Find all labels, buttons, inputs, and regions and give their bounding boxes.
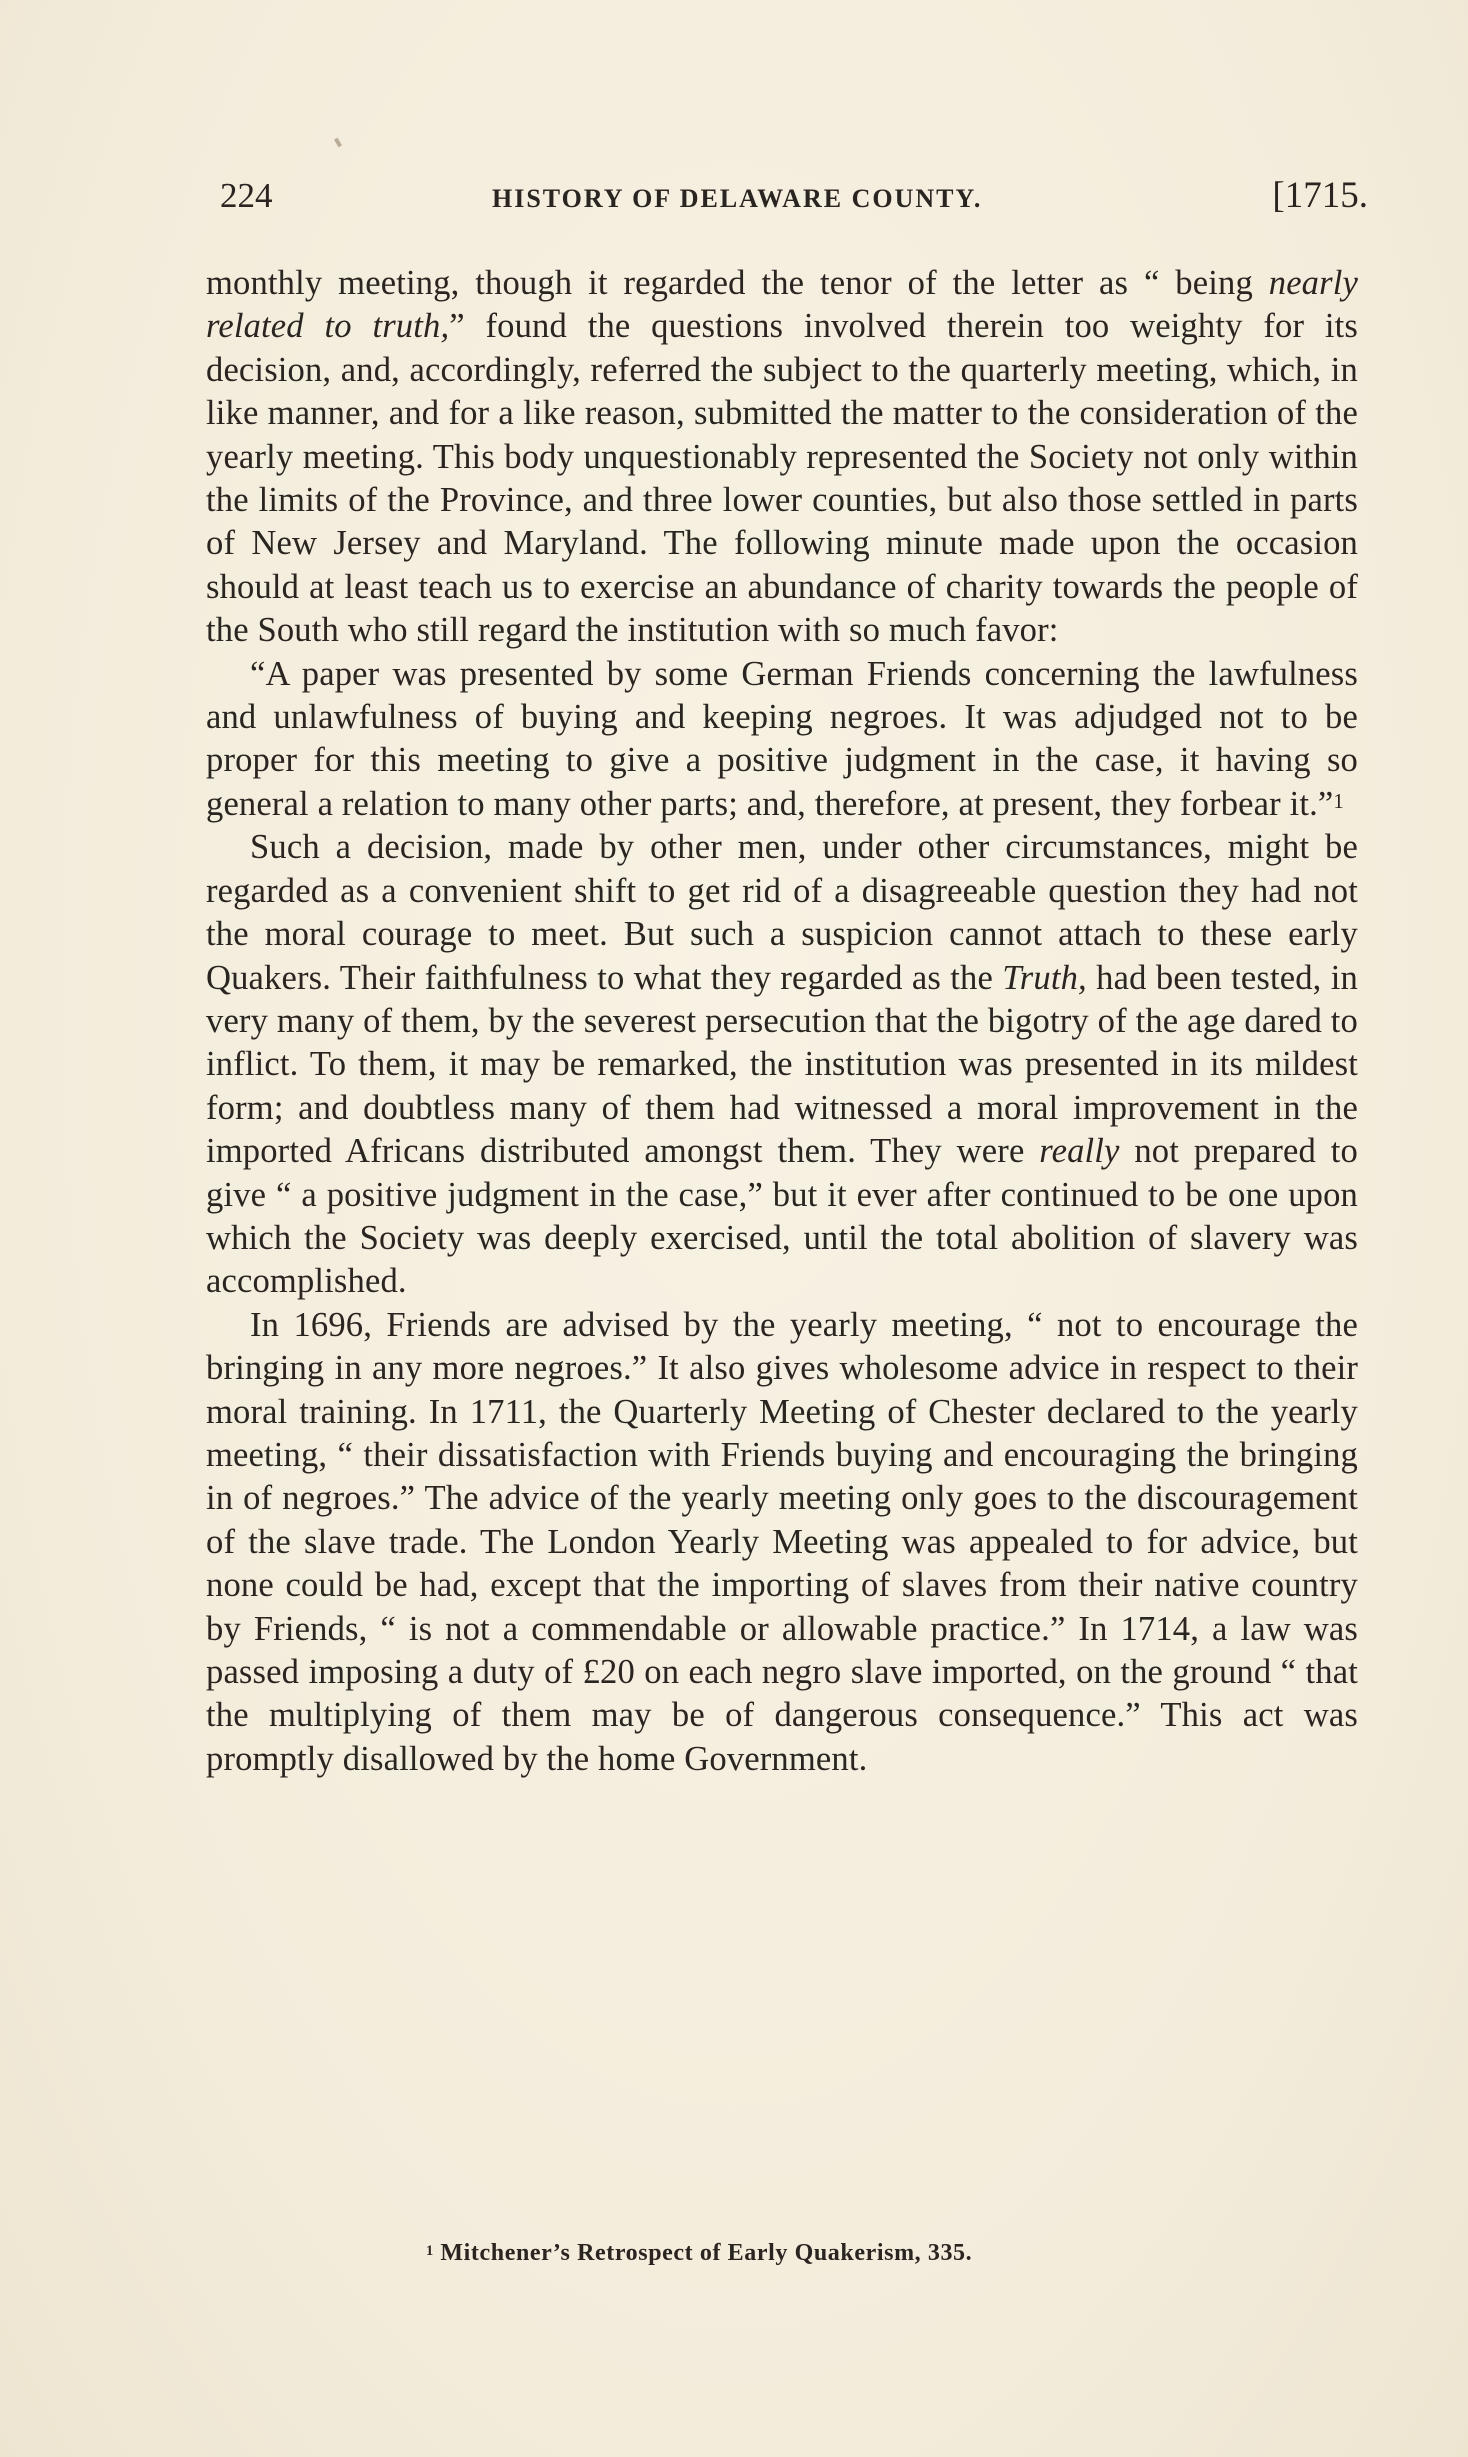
running-title: HISTORY OF DELAWARE COUNTY. <box>492 184 983 213</box>
ink-speck <box>334 138 342 148</box>
paragraph-2 <box>206 653 1358 827</box>
italic-run: nearly related to truth, <box>206 264 1358 346</box>
text-run: “A paper was presented by some German Friends concerning the lawfulness and unlawfulness of buying and keeping negroes. It was adjudged not to be proper for this meeting to give a positive judgment in the case, it having so general a relation to many other parts; and, therefore, at present, they forbear it.” <box>206 654 1358 823</box>
text-run: monthly meeting, though it regarded the tenor of the letter as “ being <box>206 264 1269 302</box>
footnote-reference: 1 <box>1333 790 1344 813</box>
paragraph-1 <box>206 262 1358 653</box>
footnote-text: Mitchener’s Retrospect of Early Quakerism, 335. <box>433 2240 973 2266</box>
text-run: Such a decision, made by other men, under other circumstances, might be regarded as a convenient shift to get rid of a disagreeable question they had not the moral courage to meet. But such a suspicion cannot attach to these early Quakers. Their faithfulness to what they regarded as the <box>206 828 1358 997</box>
year-marker: [1715. <box>1272 175 1368 216</box>
footnote <box>426 2240 972 2267</box>
text-run: had been tested, in very many of them, by the severest persecution that the bigotry of the age dared to inflict. To them, it may be remarked, the institution was presented in its mildest form; and doubtless many of them had witnessed a moral improvement in the imported Africans distributed amongst them. They were <box>206 958 1358 1171</box>
running-header <box>220 176 1368 226</box>
italic-run: Truth, <box>1002 958 1087 997</box>
page-number: 224 <box>220 176 273 215</box>
body-text <box>206 262 1358 1781</box>
paragraph-4 <box>206 1304 1358 1781</box>
text-run: In 1696, Friends are advised by the yearly meeting, “ not to encourage the bringing in any more negroes.” It also gives wholesome advice in respect to their moral training. In 1711, the Quarterly Meeting of Chester declared to the yearly meeting, “ their dissatisfaction with Friends buying and encouraging the bringing in of negroes.” The advice of the yearly meeting only goes to the discouragement of the slave trade. The London Yearly Meeting was appealed to for advice, but none could be had, except that the importing of slaves from their native country by Friends, “ is not a commendable or allowable practice.” In 1714, a law was passed imposing a duty of £20 on each negro slave imported, on the ground “ that the multiplying of them may be of dangerous consequence.” This act was promptly disallowed by the home Government. <box>206 1305 1358 1778</box>
footnote-marker: 1 <box>426 2242 434 2259</box>
italic-run: really <box>1039 1132 1120 1171</box>
text-run: ” found the questions involved therein too weighty for its decision, and, accordingly, referred the subject to the quarterly meeting, which, in like manner, and for a like reason, submitted the matter to the consideration of the yearly meeting. This body unquestionably represented the Society not only within the limits of the Province, and three lower counties, but also those settled in parts of New Jersey and Maryland. The following minute made upon the occasion should at least teach us to exercise an abundance of charity towards the people of the South who still regard the institution with so much favor: <box>206 307 1358 650</box>
text-run: not prepared to give “ a positive judgment in the case,” but it ever after continued to be one upon which the Society was deeply exercised, until the total abolition of slavery was accomplished. <box>206 1132 1358 1301</box>
paragraph-3 <box>206 826 1358 1303</box>
